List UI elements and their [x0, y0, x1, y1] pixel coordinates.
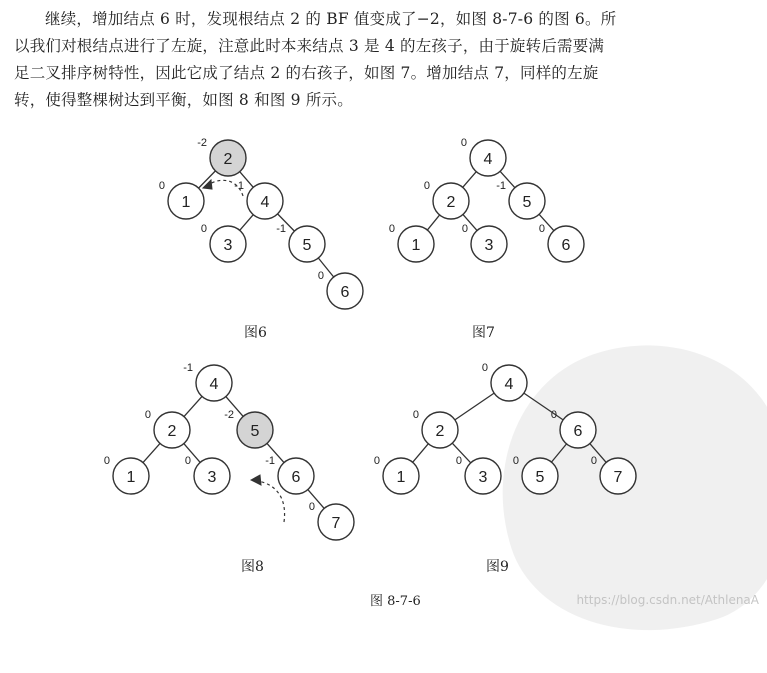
fig6-bf-4: -1: [234, 180, 244, 192]
fig7-bf-4: 0: [460, 137, 467, 149]
fig6-bf-6: 0: [317, 270, 324, 282]
fig7-bf-5: -1: [496, 180, 506, 192]
fig8-node-label-1: 1: [126, 469, 136, 486]
fig7-tree: [389, 137, 584, 262]
fig9-edge-6-5: [551, 444, 566, 462]
main-figure-caption: 图 8-7-6: [370, 594, 421, 609]
fig8-bf-1: 0: [103, 455, 110, 467]
paragraph-line-3: 足二叉排序树特性，因此它成了结点 2 的右孩子，如图 7。增加结点 7，同样的左旋: [14, 64, 599, 82]
fig7-edge-2-1: [427, 215, 439, 230]
paragraph-line-2: 以我们对根结点进行了左旋，注意此时本来结点 3 是 4 的左孩子，由于旋转后需要满: [14, 37, 605, 55]
fig8-edge-4-2: [184, 396, 202, 416]
fig6-node-label-5: 5: [302, 237, 312, 254]
fig7-edge-4-2: [463, 172, 477, 188]
fig7-bf-2: 0: [423, 180, 430, 192]
fig9-node-label-5: 5: [535, 469, 545, 486]
fig9-bf-7: 0: [590, 455, 597, 467]
fig9-tree: [374, 362, 636, 494]
fig8-bf-7: 0: [308, 501, 315, 513]
fig7-node-label-3: 3: [484, 237, 494, 254]
fig8-node-label-4: 4: [209, 376, 219, 393]
fig6-node-label-6: 6: [340, 284, 350, 301]
caption-fig6: 图6: [244, 325, 267, 341]
fig7-node-label-4: 4: [483, 151, 493, 168]
fig7-node-label-1: 1: [411, 237, 421, 254]
rotation-arrow-fig8-head: [251, 475, 261, 485]
fig6-node-label-1: 1: [181, 194, 191, 211]
fig6-tree: [159, 137, 363, 309]
fig9-edge-2-1: [413, 444, 429, 463]
fig8-node-label-2: 2: [167, 423, 177, 440]
fig7-bf-6: 0: [538, 223, 545, 235]
fig7-node-label-6: 6: [561, 237, 571, 254]
fig8-edge-2-1: [143, 443, 160, 462]
fig9-node-label-4: 4: [504, 376, 514, 393]
fig9-bf-1: 0: [373, 455, 380, 467]
fig9-node-label-3: 3: [478, 469, 488, 486]
fig6-bf-1: 0: [158, 180, 165, 192]
fig8-node-label-6: 6: [291, 469, 301, 486]
fig9-bf-5: 0: [512, 455, 519, 467]
fig9-edge-4-2: [455, 393, 494, 420]
fig7-bf-1: 0: [388, 223, 395, 235]
caption-fig7: 图7: [472, 325, 495, 341]
fig9-node-label-6: 6: [573, 423, 583, 440]
fig6-bf-2: -2: [197, 137, 207, 149]
fig8-node-label-5: 5: [250, 423, 260, 440]
fig6-edge-4-3: [240, 215, 254, 231]
fig7-bf-3: 0: [461, 223, 468, 235]
caption-fig8: 图8: [241, 559, 264, 575]
fig9-node-label-7: 7: [613, 469, 623, 486]
fig9-node-label-2: 2: [435, 423, 445, 440]
fig9-bf-6: 0: [550, 409, 557, 421]
fig6-bf-3: 0: [200, 223, 207, 235]
fig6-node-label-2: 2: [223, 151, 233, 168]
fig7-node-label-5: 5: [522, 194, 532, 211]
caption-fig9: 图9: [486, 559, 509, 575]
fig8-bf-5: -2: [224, 409, 234, 421]
fig9-node-label-1: 1: [396, 469, 406, 486]
fig8-bf-2: 0: [144, 409, 151, 421]
fig8-node-label-3: 3: [207, 469, 217, 486]
fig6-node-label-4: 4: [260, 194, 270, 211]
fig9-bf-3: 0: [455, 455, 462, 467]
rotation-arrow-fig8: [258, 481, 285, 522]
paragraph-line-1: 继续，增加结点 6 时，发现根结点 2 的 BF 值变成了−2，如图 8-7-6 的图 6。所: [45, 10, 617, 28]
fig8-tree: [104, 362, 354, 540]
fig9-bf-2: 0: [412, 409, 419, 421]
paragraph-line-4: 转，使得整棵树达到平衡，如图 8 和图 9 所示。: [14, 91, 353, 109]
watermark-url: https://blog.csdn.net/AthlenaA: [576, 593, 759, 607]
fig8-bf-4: -1: [183, 362, 193, 374]
fig8-node-label-7: 7: [331, 515, 341, 532]
fig6-node-label-3: 3: [223, 237, 233, 254]
fig9-edge-4-6: [524, 393, 563, 420]
fig8-bf-3: 0: [184, 455, 191, 467]
fig8-bf-6: -1: [265, 455, 275, 467]
fig7-node-label-2: 2: [446, 194, 456, 211]
fig9-bf-4: 0: [481, 362, 488, 374]
fig6-bf-5: -1: [276, 223, 286, 235]
